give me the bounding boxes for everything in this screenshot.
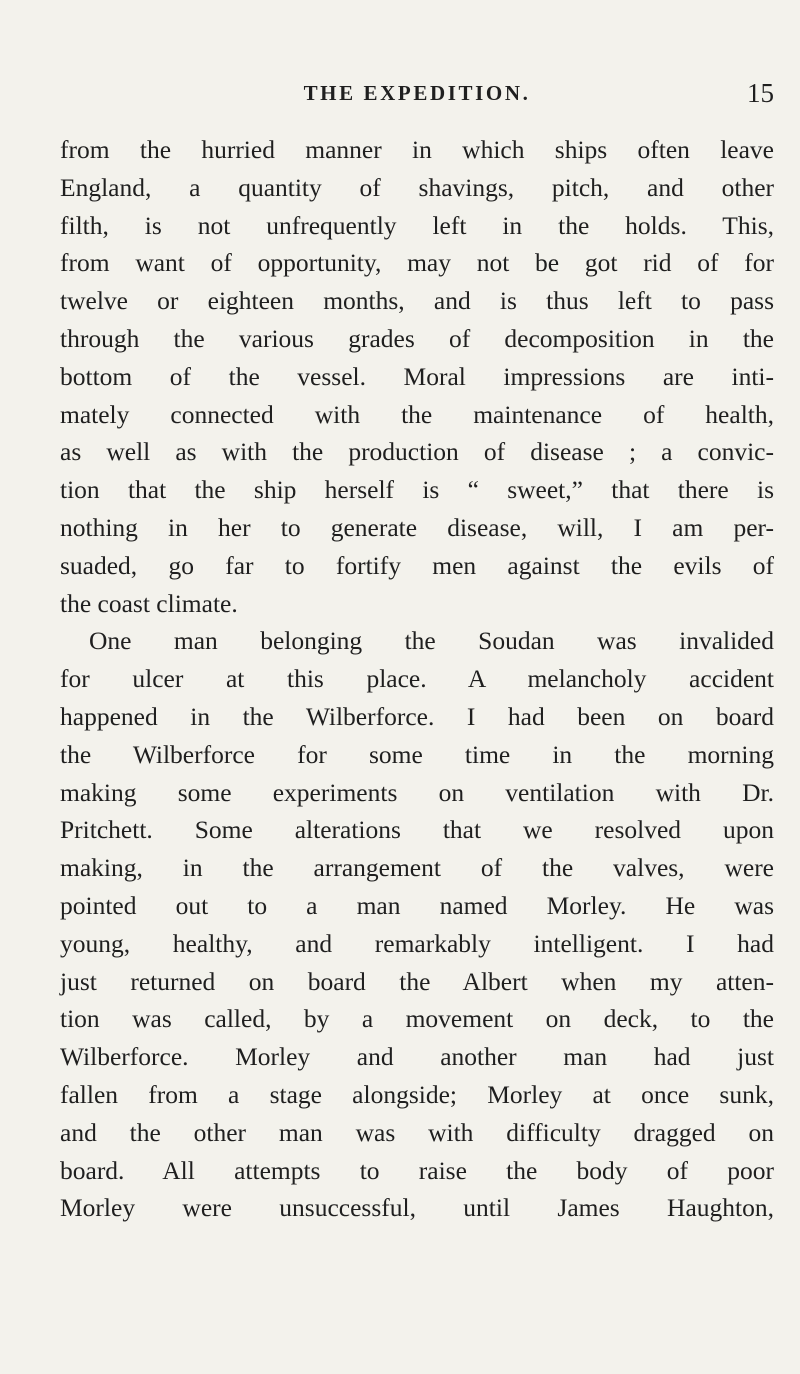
text-line: tion that the ship herself is “ sweet,” that there is — [60, 475, 774, 505]
text-line: nothing in her to generate disease, will, I am per- — [60, 512, 774, 542]
running-head — [60, 76, 774, 110]
text-line: for ulcer at this place. A melancholy accident — [60, 664, 774, 694]
text-line: from the hurried manner in which ships often leave — [60, 135, 774, 164]
body-text — [60, 131, 774, 1227]
text-line: just returned on board the Albert when my atten- — [60, 966, 774, 996]
text-line: happened in the Wilberforce. I had been on board — [60, 701, 774, 731]
text-line: from want of opportunity, may not be got rid of for — [60, 248, 774, 278]
text-line: and the other man was with difficulty dragged on — [60, 1117, 774, 1147]
paragraph-start-line: One man belonging the Soudan was invalided — [89, 626, 774, 656]
text-line: making some experiments on ventilation with Dr. — [60, 777, 774, 807]
text-line: through the various grades of decomposition in the — [60, 323, 774, 353]
text-line: Wilberforce. Morley and another man had just — [60, 1042, 774, 1072]
text-line: pointed out to a man named Morley. He was — [60, 890, 774, 920]
text-line: Pritchett. Some alterations that we resolved upon — [60, 815, 774, 845]
text-line: tion was called, by a movement on deck, to the — [60, 1004, 774, 1034]
text-line: suaded, go far to fortify men against the evils of — [60, 550, 774, 580]
text-line: bottom of the vessel. Moral impressions are inti- — [60, 361, 774, 391]
text-line: Morley were unsuccessful, until James Haughton, — [60, 1193, 774, 1223]
text-line: filth, is not unfrequently left in the holds. This, — [60, 210, 774, 240]
text-line: England, a quantity of shavings, pitch, and other — [60, 172, 774, 202]
text-line: as well as with the production of disease ; a convic- — [60, 437, 774, 467]
text-line: fallen from a stage alongside; Morley at once sunk, — [60, 1079, 774, 1109]
running-title: THE EXPEDITION. — [303, 81, 531, 105]
text-line: young, healthy, and remarkably intelligent. I had — [60, 928, 774, 958]
page-number: 15 — [747, 78, 774, 108]
text-line: board. All attempts to raise the body of poor — [60, 1155, 774, 1185]
text-line: making, in the arrangement of the valves, were — [60, 853, 774, 883]
text-line: mately connected with the maintenance of health, — [60, 399, 774, 429]
paragraph-end-line: the coast climate. — [60, 588, 238, 618]
text-line: twelve or eighteen months, and is thus left to pass — [60, 286, 774, 316]
text-line: the Wilberforce for some time in the morning — [60, 739, 774, 769]
